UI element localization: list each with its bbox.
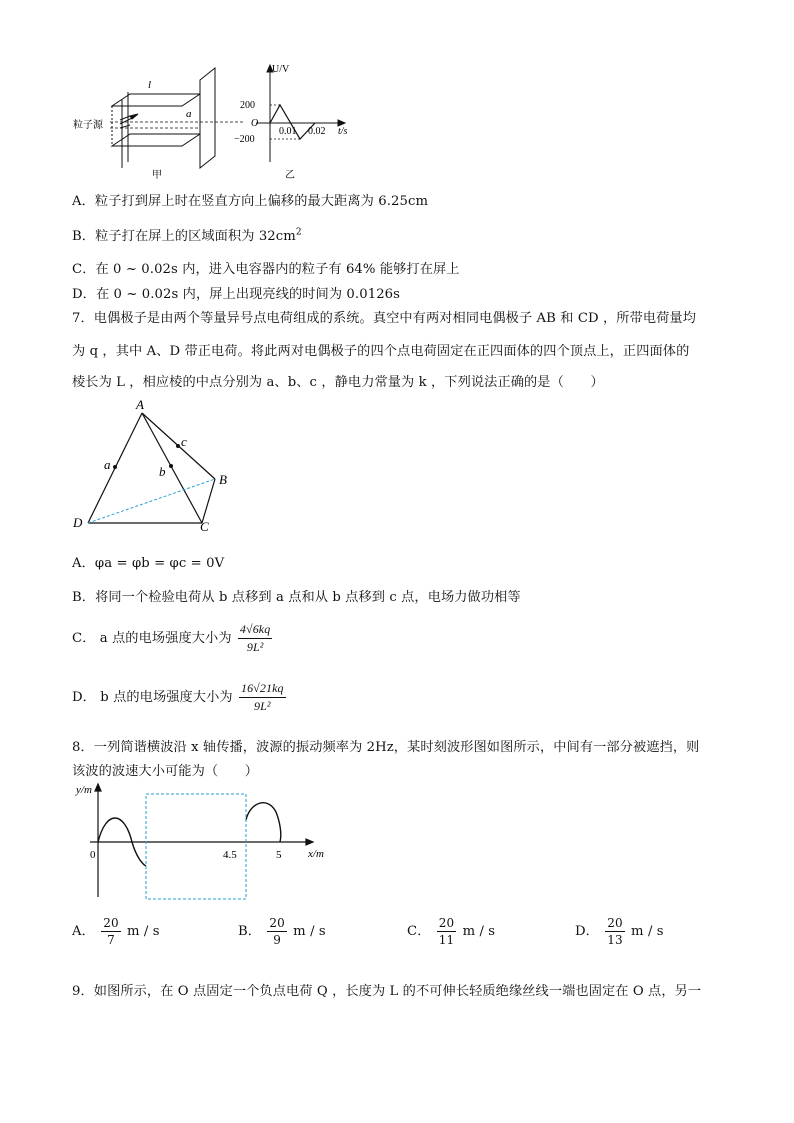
- source-label: 粒子源: [73, 120, 103, 131]
- q8-b-unit: m / s: [293, 924, 326, 939]
- wave-x-axis: x/m: [308, 848, 324, 860]
- q7-option-c-fraction: [238, 622, 272, 655]
- label-a-point: a: [104, 457, 111, 472]
- capacitor-diagram: [110, 68, 245, 168]
- q8-d-fraction: [605, 916, 624, 947]
- q7-option-c: [72, 622, 274, 655]
- q8-option-d: [575, 916, 664, 947]
- occluding-box: [146, 794, 246, 899]
- x-axis-label: t/s: [338, 126, 348, 137]
- midpoint-a: [113, 465, 117, 469]
- q8-option-a: [72, 916, 160, 947]
- q8-a-unit: m / s: [127, 924, 160, 939]
- midpoint-c: [176, 444, 180, 448]
- q8-line-2: 该波的波速大小可能为（ ）: [72, 764, 259, 779]
- x-tick-1: 0.01: [279, 126, 297, 137]
- q8-d-num: 20: [607, 916, 623, 930]
- q7-option-d-numerator: 16√21kq: [239, 681, 286, 698]
- vertex-B: B: [219, 472, 227, 487]
- y-neg-tick: −200: [234, 134, 255, 145]
- q8-b-letter: B．: [238, 924, 262, 939]
- caption-yi: 乙: [285, 170, 295, 181]
- label-b-point: b: [159, 464, 166, 479]
- q8-a-den: 7: [107, 933, 115, 947]
- q8-c-num: 20: [438, 916, 455, 930]
- q8-d-den: 13: [607, 933, 623, 947]
- q8-option-b: [238, 916, 326, 947]
- wave-x-5: 5: [276, 849, 282, 861]
- q6-option-b: [72, 225, 302, 244]
- q7-option-d-text: D． b 点的电场强度大小为: [72, 690, 233, 705]
- q8-c-den: 11: [438, 933, 455, 947]
- q7-line-2: 为 q ，其中 A、D 带正电荷。将此两对电偶极子的四个点电荷固定在正四面体的四个顶点上，正四面体的: [72, 344, 690, 359]
- wave-origin: 0: [90, 849, 96, 861]
- y-pos-tick: 200: [240, 100, 255, 111]
- origin-label: O: [251, 118, 259, 129]
- wave-y-axis: y/m: [76, 784, 92, 796]
- q7-option-a: A．φa = φb = φc = 0V: [72, 556, 225, 571]
- q6-option-b-text: B．粒子打在屏上的区域面积为 32cm: [72, 229, 296, 244]
- q7-option-c-numerator: 4√6kq: [238, 622, 272, 639]
- q8-b-den: 9: [273, 933, 281, 947]
- q8-a-letter: A．: [72, 924, 95, 939]
- vertex-C: C: [200, 519, 209, 534]
- q8-b-num: 20: [269, 916, 285, 930]
- q8-d-unit: m / s: [631, 924, 664, 939]
- voltage-graph: [256, 65, 345, 162]
- q8-option-c: [407, 916, 495, 947]
- q8-line-1: 8．一列简谐横波沿 x 轴传播，波源的振动频率为 2Hz，某时刻波形图如图所示，中间有一部分被遮挡，则: [72, 740, 700, 755]
- q7-option-b: B．将同一个检验电荷从 b 点移到 a 点和从 b 点移到 c 点，电场力做功相等: [72, 590, 521, 605]
- wave-figure: [70, 782, 340, 902]
- caption-jia: 甲: [152, 170, 162, 181]
- q8-b-fraction: [267, 916, 286, 947]
- wave-x-4-5: 4.5: [223, 849, 237, 861]
- tetrahedron-figure: [70, 395, 240, 535]
- label-c-point: c: [181, 434, 187, 449]
- q7-option-d-denominator: 9L²: [254, 699, 271, 713]
- label-a: a: [186, 108, 192, 120]
- q8-c-letter: C．: [407, 924, 431, 939]
- q7-option-c-text: C． a 点的电场强度大小为: [72, 631, 232, 646]
- label-l: l: [148, 79, 152, 91]
- q8-d-letter: D．: [575, 924, 599, 939]
- q8-c-unit: m / s: [462, 924, 496, 939]
- q8-a-num: 20: [103, 916, 119, 930]
- q8-a-fraction: [101, 916, 120, 947]
- q7-option-c-denominator: 9L²: [246, 640, 264, 654]
- vertex-A: A: [136, 397, 144, 412]
- q6-option-a: A．粒子打到屏上时在竖直方向上偏移的最大距离为 6.25cm: [72, 194, 429, 209]
- q9-line-1: 9．如图所示，在 O 点固定一个负点电荷 Q ，长度为 L 的不可伸长轻质绝缘丝线一端也固定在 O 点，另一: [72, 984, 702, 999]
- q7-option-d-fraction: [239, 681, 286, 714]
- q6-option-d: D．在 0 ~ 0.02s 内，屏上出现亮线的时间为 0.0126s: [72, 287, 401, 302]
- y-axis-label: U/V: [272, 64, 290, 75]
- x-tick-2: 0.02: [308, 126, 326, 137]
- q6-option-b-sup: 2: [295, 227, 302, 238]
- q7-line-3: 棱长为 L ，相应棱的中点分别为 a、b、c ，静电力常量为 k ，下列说法正确的是（ ）: [72, 375, 604, 390]
- q6-option-c: C．在 0 ~ 0.02s 内，进入电容器内的粒子有 64% 能够打在屏上: [72, 262, 460, 277]
- top-figure: [70, 62, 370, 182]
- vertex-D: D: [73, 515, 83, 530]
- q8-c-fraction: [437, 916, 456, 947]
- midpoint-b: [169, 464, 173, 468]
- q7-line-1: 7．电偶极子是由两个等量异号点电荷组成的系统。真空中有两对相同电偶极子 AB 和 CD ，所带电荷量均: [72, 311, 697, 326]
- q7-option-d: [72, 681, 288, 714]
